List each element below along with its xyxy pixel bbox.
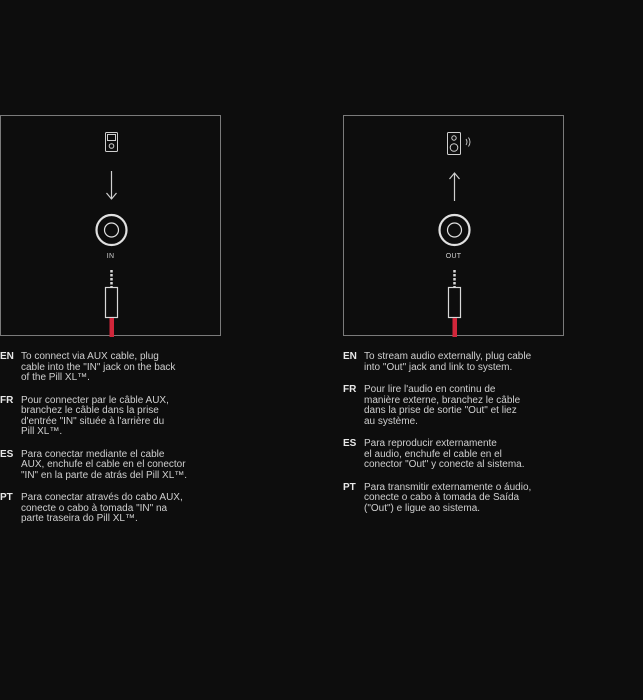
arrow-up-icon bbox=[450, 173, 460, 201]
jack-socket-icon bbox=[440, 215, 470, 245]
instruction-fr bbox=[343, 385, 583, 427]
instruction-en bbox=[343, 352, 583, 373]
language-code: EN bbox=[0, 351, 14, 362]
language-code: PT bbox=[343, 481, 356, 493]
aux-plug-icon bbox=[449, 270, 461, 337]
instruction-text: Para transmitir externamente o áudio, conecte o cabo à tomada de Saída ("Out") e ligue ao sistema. bbox=[364, 481, 532, 514]
instruction-en bbox=[0, 352, 235, 384]
language-code: ES bbox=[0, 448, 14, 460]
aux-out-illustration bbox=[344, 116, 565, 337]
instruction-pt bbox=[0, 493, 235, 525]
aux-plug-icon bbox=[106, 270, 118, 337]
instruction-text: Pour lire l'audio en continu de manière externe, branchez le câble dans la prise de sortie "Out" et liez au système. bbox=[364, 384, 521, 427]
language-code: EN bbox=[343, 351, 357, 362]
aux-out-diagram bbox=[343, 115, 564, 336]
instruction-text: Para reproducir externamente el audio, enchufe el cable en el conector "Out" y conecte al sistema. bbox=[364, 438, 525, 470]
jack-socket-icon bbox=[97, 215, 127, 245]
cable-red bbox=[110, 318, 115, 337]
language-code: FR bbox=[0, 394, 14, 406]
aux-out-instructions bbox=[343, 352, 583, 526]
music-player-icon bbox=[106, 133, 118, 152]
jack-label-in: IN bbox=[106, 253, 115, 260]
jack-label-out: OUT bbox=[445, 253, 462, 260]
aux-in-diagram bbox=[0, 115, 221, 336]
instruction-text: Para conectar através do cabo AUX, conecte o cabo à tomada "IN" na parte traseira do Pill XL™. bbox=[21, 492, 183, 524]
cable-red bbox=[453, 318, 458, 337]
instruction-es bbox=[0, 450, 235, 482]
language-code: PT bbox=[0, 492, 13, 503]
instruction-fr bbox=[0, 396, 235, 438]
aux-in-instructions bbox=[0, 352, 235, 537]
arrow-down-icon bbox=[107, 171, 117, 199]
language-code: FR bbox=[343, 384, 357, 395]
aux-in-illustration bbox=[1, 116, 222, 337]
instruction-pt bbox=[343, 483, 583, 515]
instruction-es bbox=[343, 439, 583, 471]
instruction-text: Para conectar mediante el cable AUX, enchufe el cable en el conector "IN" en la parte de atrás del Pill XL™. bbox=[21, 448, 188, 481]
instruction-text: To connect via AUX cable, plug cable into the "IN" jack on the back of the Pill XL™. bbox=[21, 351, 176, 383]
instruction-text: Pour connecter par le câble AUX, branchez le câble dans la prise d'entrée "IN" située à l'arrière du Pill XL™. bbox=[21, 394, 169, 437]
instruction-text: To stream audio externally, plug cable into "Out" jack and link to system. bbox=[364, 351, 532, 373]
language-code: ES bbox=[343, 438, 357, 449]
speaker-icon bbox=[448, 133, 471, 155]
